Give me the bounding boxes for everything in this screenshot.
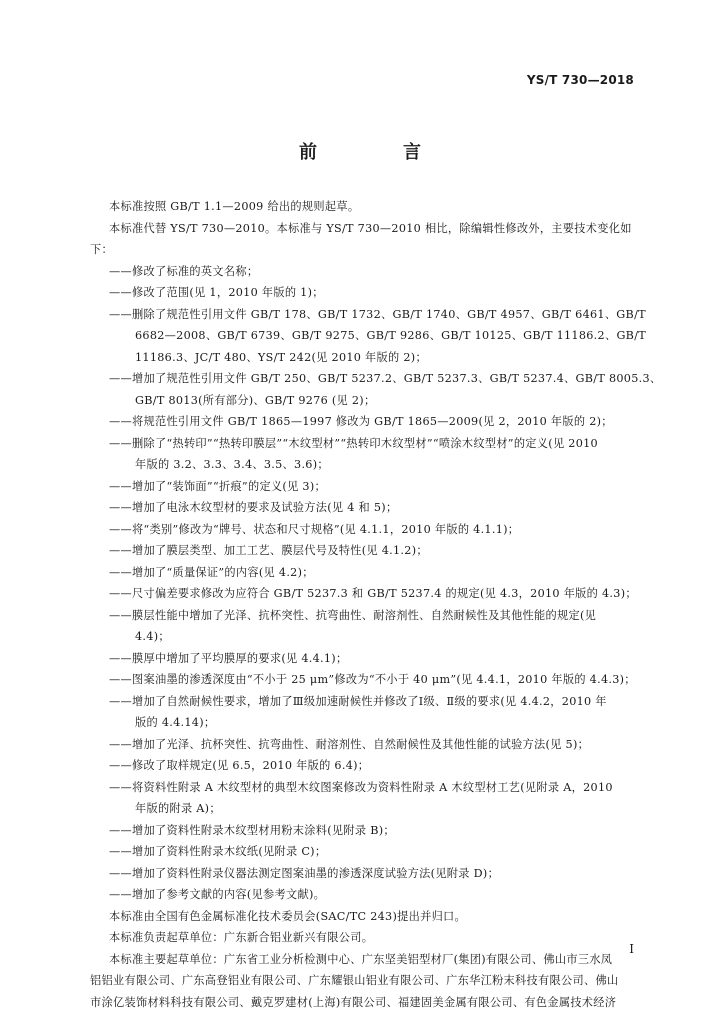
change-list-item: ——膜厚中增加了平均膜厚的要求(见 4.4.1)；	[109, 651, 348, 665]
change-list-item: ——增加了“质量保证”的内容(见 4.2)；	[109, 565, 314, 579]
page-title: 前 言	[299, 142, 455, 163]
change-list-item: ——增加了电泳木纹型材的要求及试验方法(见 4 和 5)；	[109, 501, 398, 514]
change-list-item: ——增加了资料性附录木纹纸(见附录 C)；	[109, 845, 327, 858]
change-list-item: ——增加了资料性附录仪器法测定图案油墨的渗透深度试验方法(见附录 D)；	[109, 866, 500, 880]
change-list-item: ——将资料性附录 A 木纹型材的典型木纹图案修改为资料性附录 A 木纹型材工艺(见附录 A，2010	[109, 780, 613, 794]
paragraph-line: 铝铝业有限公司、广东高登铝业有限公司、广东耀银山铝业有限公司、广东华江粉末科技有限公司、佛山	[90, 974, 619, 987]
change-list-item: ——增加了光泽、抗杯突性、抗弯曲性、耐溶剂性、自然耐候性及其他性能的试验方法(见 5)；	[109, 737, 590, 751]
foreword-body	[0, 196, 720, 1013]
change-list-item: ——增加了参考文献的内容(见参考文献)。	[109, 888, 326, 901]
change-list-item: ——将“类别”修改为“牌号、状态和尺寸规格”(见 4.1.1，2010 年版的 4.1.1)；	[109, 522, 520, 536]
change-list-item: ——增加了资料性附录木纹型材用粉末涂料(见附录 B)；	[109, 823, 395, 837]
change-list-item: ——修改了范围(见 1，2010 年版的 1)；	[109, 286, 324, 299]
change-list-item-continuation: 年版的 3.2、3.3、3.4、3.5、3.6)；	[135, 458, 329, 471]
change-list-item: ——增加了膜层类型、加工工艺、膜层代号及特性(见 4.1.2)；	[109, 544, 428, 557]
standard-code: YS/T 730—2018	[526, 73, 634, 87]
paragraph-line: 本标准按照 GB/T 1.1—2009 给出的规则起草。	[109, 200, 360, 213]
change-list-item: ——增加了自然耐候性要求，增加了Ⅲ级加速耐候性并修改了Ⅰ级、Ⅱ级的要求(见 4.4.2，2010 年	[109, 694, 607, 708]
change-list-item-continuation: 4.4)；	[135, 630, 170, 643]
page-number: Ⅰ	[629, 942, 634, 956]
paragraph-line: 下：	[90, 243, 113, 256]
paragraph-line: 市涂亿装饰材料科技有限公司、戴克罗建材(上海)有限公司、福建固美金属有限公司、有色金属技术经济	[90, 995, 617, 1009]
change-list-item-continuation: GB/T 8013(所有部分)、GB/T 9276 (见 2)；	[135, 393, 376, 407]
paragraph-line: 本标准主要起草单位：广东省工业分析检测中心、广东坚美铝型材厂(集团)有限公司、佛山市三水凤	[109, 952, 613, 966]
change-list-item: ——增加了规范性引用文件 GB/T 250、GB/T 5237.2、GB/T 5237.3、GB/T 5237.4、GB/T 8005.3、	[109, 372, 662, 385]
change-list-item: ——尺寸偏差要求修改为应符合 GB/T 5237.3 和 GB/T 5237.4 的规定(见 4.3，2010 年版的 4.3)；	[109, 587, 637, 600]
change-list-item-continuation: 6682—2008、GB/T 6739、GB/T 9275、GB/T 9286、GB/T 10125、GB/T 11186.2、GB/T	[135, 329, 647, 342]
change-list-item: ——将规范性引用文件 GB/T 1865—1997 修改为 GB/T 1865—2009(见 2，2010 年版的 2)；	[109, 415, 613, 428]
change-list-item: ——删除了“热转印”“热转印膜层”“木纹型材”“热转印木纹型材”“喷涂木纹型材”的定义(见 2010	[109, 436, 598, 450]
change-list-item-continuation: 11186.3、JC/T 480、YS/T 242(见 2010 年版的 2)；	[135, 350, 427, 364]
change-list-item: ——修改了标准的英文名称；	[109, 264, 259, 278]
paragraph-line: 本标准负责起草单位：广东新合铝业新兴有限公司。	[109, 931, 374, 944]
change-list-item: ——图案油墨的渗透深度由“不小于 25 μm”修改为“不小于 40 μm”(见 4.4.1，2010 年版的 4.4.3)；	[109, 673, 636, 686]
change-list-item: ——修改了取样规定(见 6.5，2010 年版的 6.4)；	[109, 759, 370, 772]
change-list-item-continuation: 年版的附录 A)；	[135, 802, 221, 815]
change-list-item: ——膜层性能中增加了光泽、抗杯突性、抗弯曲性、耐溶剂性、自然耐候性及其他性能的规定(见	[109, 608, 597, 622]
change-list-item: ——增加了“装饰面”“折痕”的定义(见 3)；	[109, 479, 326, 493]
paragraph-line: 本标准由全国有色金属标准化技术委员会(SAC/TC 243)提出并归口。	[109, 909, 467, 923]
paragraph-line: 本标准代替 YS/T 730—2010。本标准与 YS/T 730—2010 相比，除编辑性修改外，主要技术变化如	[109, 221, 632, 235]
change-list-item: ——删除了规范性引用文件 GB/T 178、GB/T 1732、GB/T 1740、GB/T 4957、GB/T 6461、GB/T	[109, 307, 646, 321]
change-list-item-continuation: 版的 4.4.14)；	[135, 716, 216, 729]
